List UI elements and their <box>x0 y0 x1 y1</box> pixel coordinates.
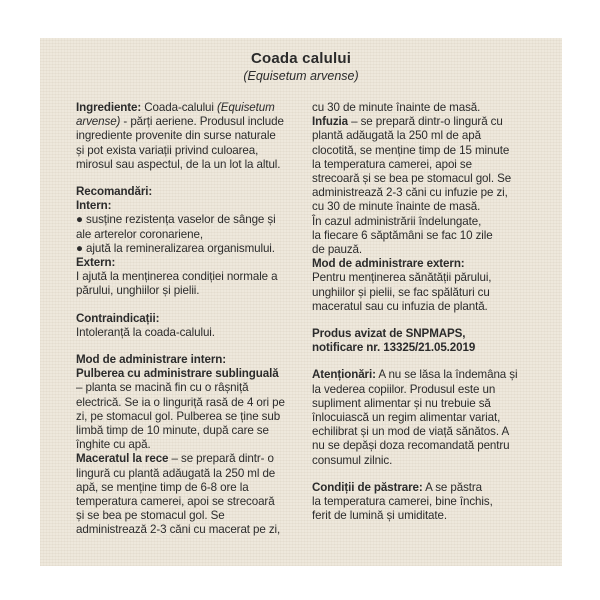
macerate-line: cu 30 de minute înainte de masă. <box>312 101 481 114</box>
powder-line: limbă timp de 10 minute, după care se <box>76 424 269 438</box>
recommendation-line: ● susține rezistența vaselor de sânge și <box>76 213 276 227</box>
storage-line: ferit de lumină și umiditate. <box>312 509 447 523</box>
ingredients-line: Ingrediente: Coada-calului (Equisetum <box>76 101 275 114</box>
ingredients-line: și pot exista variații privind culoarea, <box>76 143 259 157</box>
powder-line: înghite cu apă. <box>76 438 151 452</box>
warnings-line: nu se depăși doza recomandată pentru <box>312 439 510 453</box>
right-column <box>312 101 554 523</box>
macerate-line: apă, se menține timp de 6-8 ore la <box>76 480 249 494</box>
ingredients-line: mirosul sau aspectul, de la un lot la altul. <box>76 157 281 171</box>
powder-line: – planta se macină fin cu o râșniță <box>76 381 249 395</box>
product-subtitle: (Equisetum arvense) <box>243 69 359 83</box>
intern-heading: Intern: <box>76 199 112 213</box>
infusion-line: de pauză. <box>312 243 363 257</box>
warnings-line: echilibrat și un mod de viață sănătos. A <box>312 425 510 439</box>
infusion-line: administrează 2-3 căni cu infuzie pe zi, <box>312 186 508 200</box>
approval-line: notificare nr. 13325/21.05.2019 <box>312 341 476 355</box>
recommendation-line: ale arterelor coronariene, <box>76 227 203 241</box>
powder-line: zi, pe stomacul gol. Pulberea se ține sub <box>76 409 281 423</box>
recommendation-line: ● ajută la remineralizarea organismului. <box>76 241 275 255</box>
extern-line: I ajută la menținerea condiției normale a <box>76 270 278 284</box>
infusion-line: Infuzia – se prepară dintr-o lingură cu <box>312 115 503 129</box>
approval-line: Produs avizat de SNPMAPS, <box>312 327 466 341</box>
contraindications-line: Intoleranță la coada-calului. <box>76 325 215 339</box>
contraindications-heading: Contraindicații: <box>76 311 160 325</box>
storage-heading: Condiții de păstrare: <box>312 480 423 494</box>
external-use-line: unghiilor și pielii, se fac spălături cu <box>312 285 490 299</box>
recommendations-heading: Recomandări: <box>76 185 153 199</box>
warnings-line: supliment alimentar și nu trebuie să <box>312 396 491 410</box>
infusion-heading: Infuzia <box>312 115 349 129</box>
storage-line: la temperatura camerei, bine închis, <box>312 495 493 509</box>
infusion-line: cu 30 de minute înainte de masă. <box>312 200 481 214</box>
storage-line: Condiții de păstrare: A se păstra <box>312 480 483 494</box>
infusion-line: plantă adăugată la 250 ml de apă <box>312 129 481 143</box>
macerate-heading: Maceratul la rece <box>76 452 169 466</box>
warnings-line: la vederea copiilor. Produsul este un <box>312 382 496 396</box>
internal-use-heading: Mod de administrare intern: <box>76 353 226 367</box>
product-label <box>40 38 562 566</box>
extern-heading: Extern: <box>76 256 116 270</box>
ingredients-line: arvense) - părți aeriene. Produsul include <box>76 115 284 129</box>
macerate-line: și se bea pe stomacul gol. Se <box>76 509 225 523</box>
infusion-line: clocotită, se menține timp de 15 minute <box>312 143 510 157</box>
warnings-heading: Atenționări: <box>312 368 376 382</box>
ingredients-label: Ingrediente: <box>76 101 142 114</box>
macerate-line: Maceratul la rece – se prepară dintr- o <box>76 452 274 466</box>
infusion-line: la fiecare 6 săptămâni se fac 10 zile <box>312 228 493 242</box>
external-use-line: maceratul sau cu infuzia de plantă. <box>312 299 488 313</box>
external-use-line: Pentru menținerea sănătății părului, <box>312 271 492 285</box>
external-use-heading: Mod de administrare extern: <box>312 257 465 271</box>
left-column <box>76 101 314 538</box>
warnings-line: consumul zilnic. <box>312 453 393 467</box>
product-title: Coada calului <box>250 50 352 67</box>
macerate-line: lingură cu plantă adăugată la 250 ml de <box>76 466 276 480</box>
ingredients-line: ingrediente provenite din surse naturale <box>76 129 276 143</box>
infusion-line: la temperatura camerei, apoi se <box>312 157 472 171</box>
macerate-line: administrează 2-3 căni cu macerat pe zi, <box>76 523 281 537</box>
warnings-line: Atenționări: A nu se lăsa la îndemâna și <box>312 368 518 382</box>
extern-line: părului, unghiilor și pielii. <box>76 284 200 298</box>
powder-line: electrică. Se ia o linguriță rasă de 4 ori pe <box>76 395 285 409</box>
macerate-line: temperatura camerei, apoi se strecoară <box>76 495 275 509</box>
warnings-line: înlocuiască un regim alimentar variat, <box>312 411 501 425</box>
infusion-line: În cazul administrării îndelungate, <box>312 214 482 228</box>
infusion-line: strecoară și se bea pe stomacul gol. Se <box>312 172 512 186</box>
powder-heading: Pulberea cu administrare sublinguală <box>76 367 279 381</box>
